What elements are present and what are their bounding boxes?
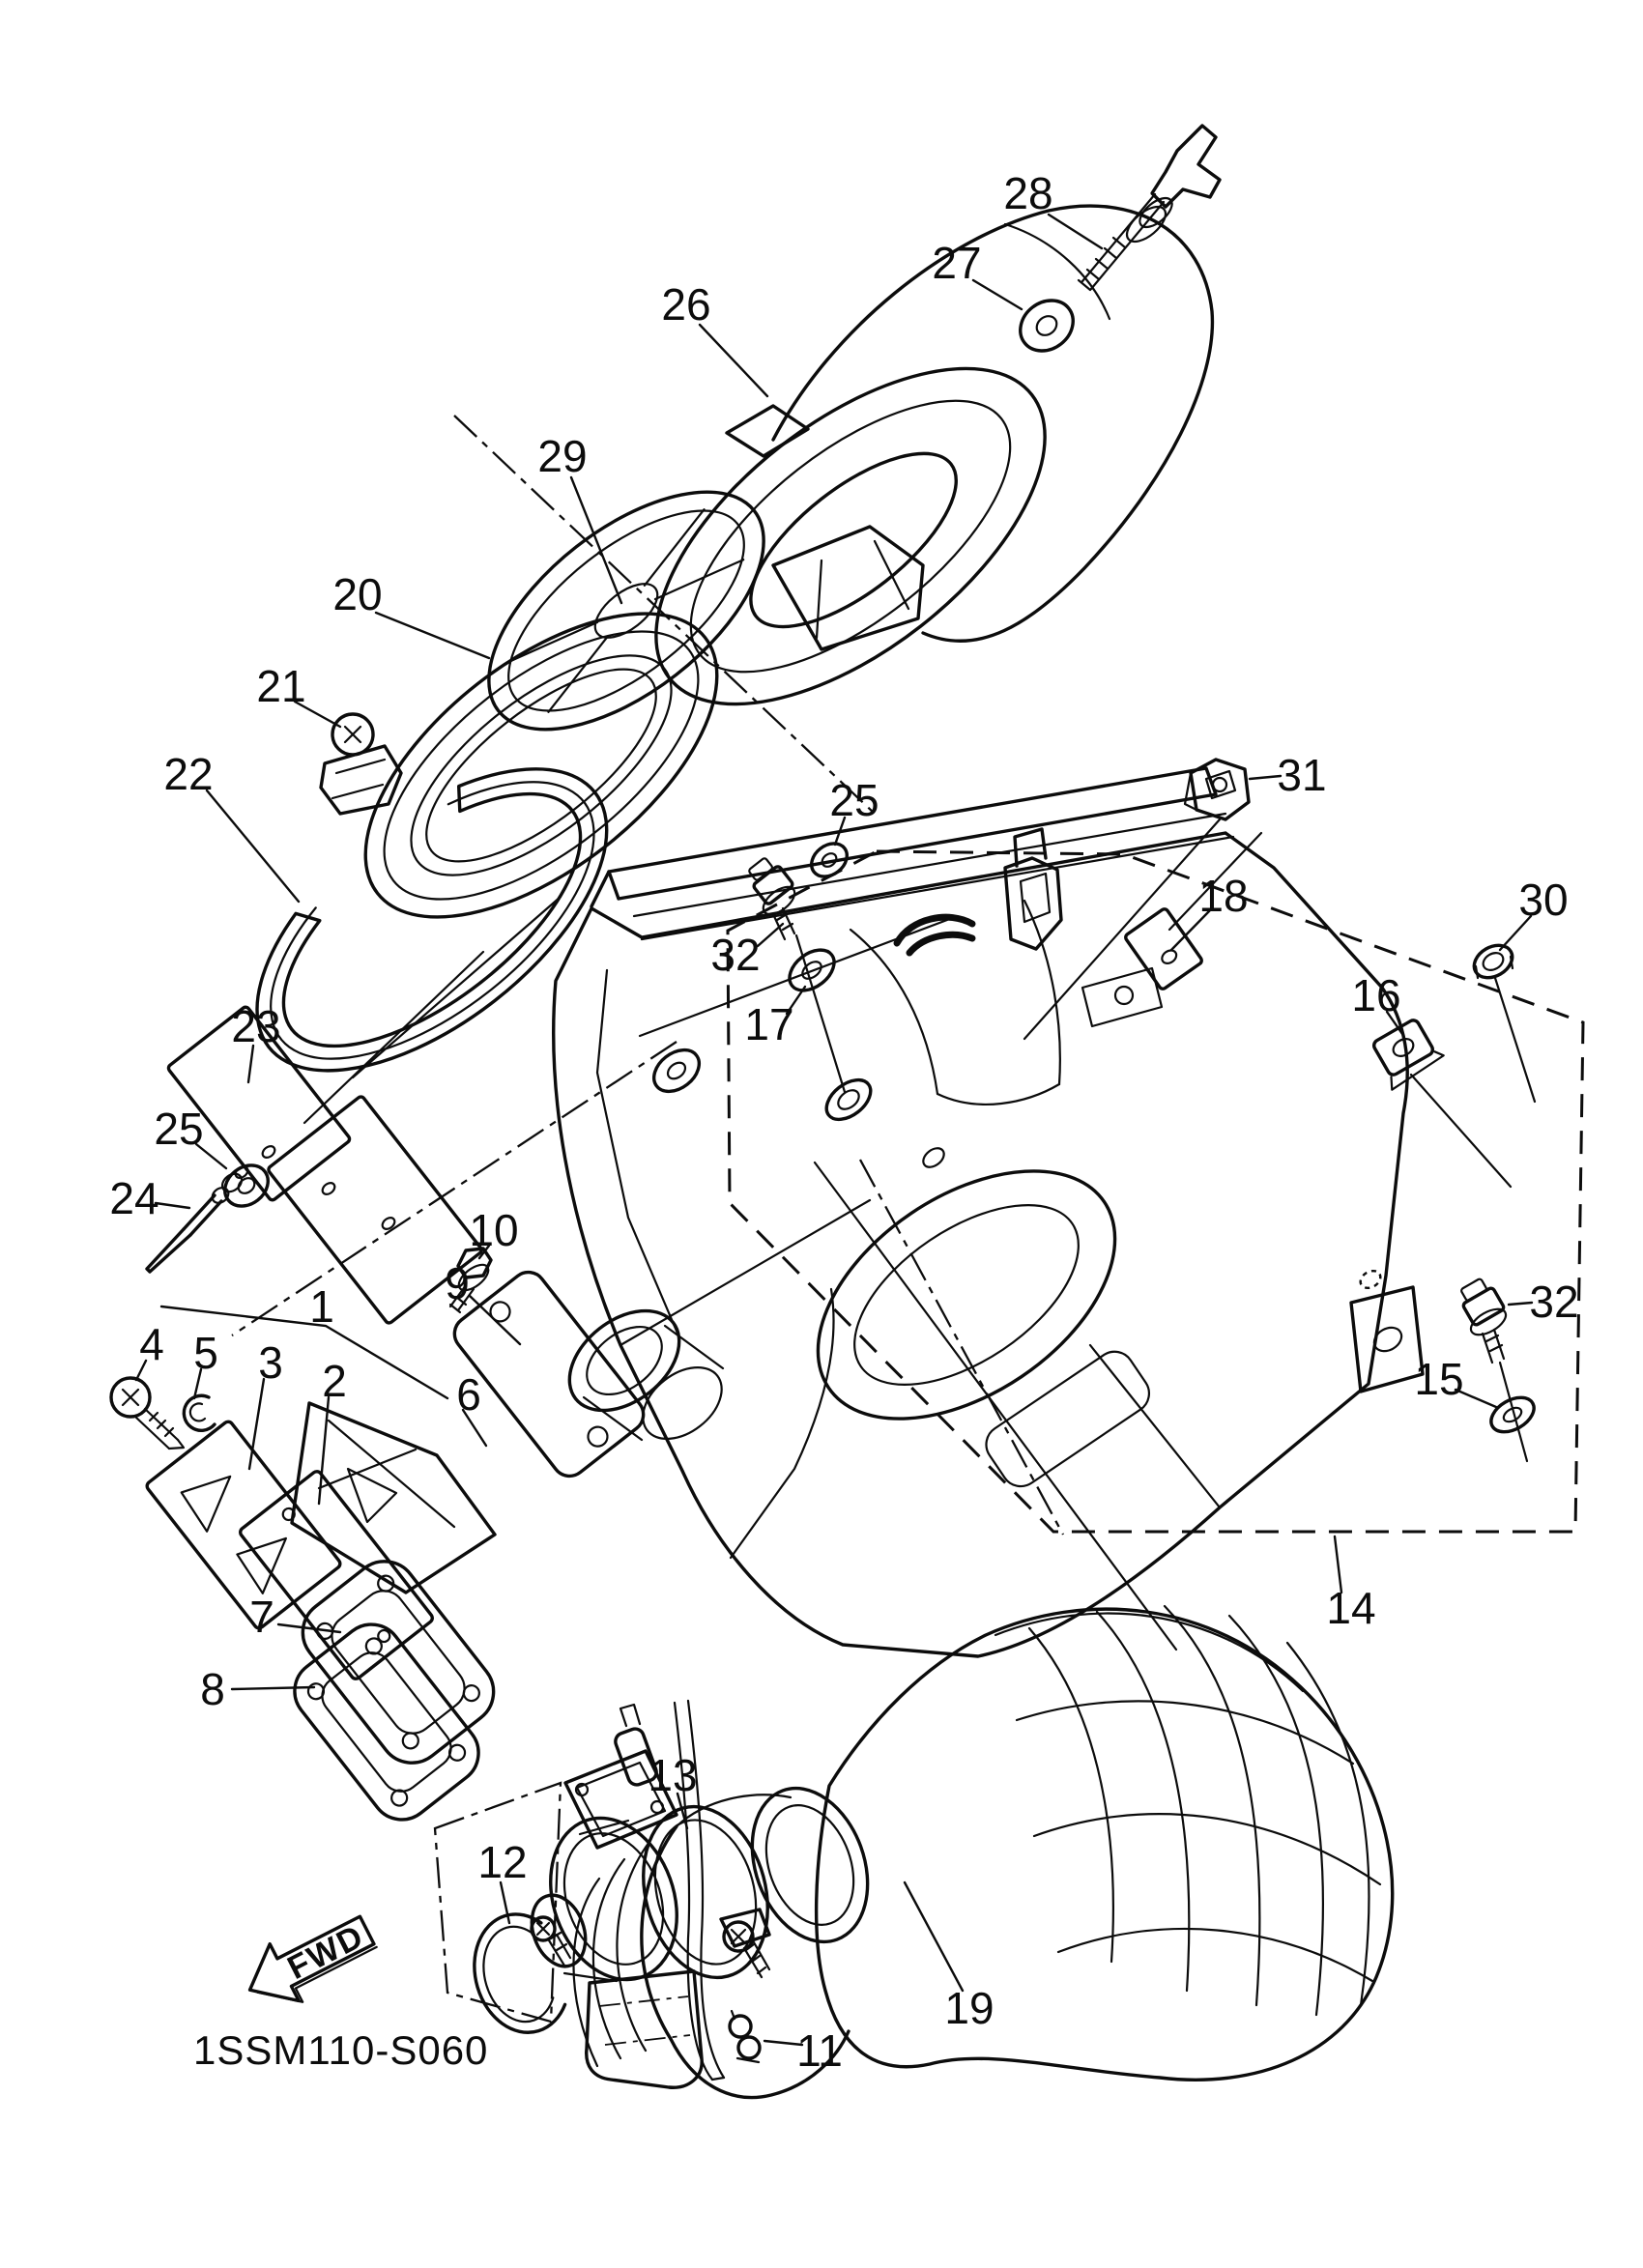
part-label-11-29 xyxy=(764,2025,843,2076)
part-number: 23 xyxy=(231,1001,281,1051)
leader-line xyxy=(1049,215,1102,248)
leader-line xyxy=(1509,1303,1532,1305)
part-number: 10 xyxy=(469,1205,519,1255)
clip-5-drawing xyxy=(184,1395,215,1430)
part-label-20-4 xyxy=(332,569,489,658)
part-label-18-9 xyxy=(1171,871,1249,950)
part-number: 11 xyxy=(796,2025,843,2076)
part-label-31-8 xyxy=(1250,750,1327,800)
part-label-29-3 xyxy=(537,431,621,603)
part-label-25-15 xyxy=(154,1104,226,1168)
part-label-32-12 xyxy=(710,924,783,980)
clip-11-drawing xyxy=(730,2011,760,2062)
part-number: 32 xyxy=(1529,1277,1579,1327)
part-number: 4 xyxy=(139,1319,164,1369)
gasket-8-drawing xyxy=(282,1612,491,1832)
part-number: 9 xyxy=(445,1258,470,1308)
stopper-plates-23-drawing xyxy=(167,1006,483,1325)
part-number: 30 xyxy=(1518,875,1569,925)
fwd-arrow-label: FWD xyxy=(281,1917,371,1988)
part-label-15-32 xyxy=(1414,1354,1496,1407)
part-label-6-24 xyxy=(456,1369,486,1446)
leader-line xyxy=(207,790,299,902)
reed-plate-3-drawing xyxy=(145,1420,342,1629)
part-label-14-31 xyxy=(1326,1536,1375,1633)
part-number: 1 xyxy=(309,1281,334,1332)
part-number: 5 xyxy=(193,1328,218,1378)
assembly-boundary-12 xyxy=(435,1783,561,2022)
part-label-21-5 xyxy=(256,661,340,727)
part-number: 2 xyxy=(322,1356,347,1406)
part-number: 22 xyxy=(163,749,214,799)
part-label-28-0 xyxy=(1003,168,1102,248)
part-label-8-26 xyxy=(200,1664,314,1714)
part-number: 18 xyxy=(1198,871,1249,921)
part-number: 26 xyxy=(661,279,711,330)
part-number: 3 xyxy=(258,1337,283,1388)
part-number: 19 xyxy=(944,1983,994,2033)
part-number: 21 xyxy=(256,661,306,711)
part-number: 13 xyxy=(648,1750,698,1800)
part-label-22-6 xyxy=(163,749,299,902)
part-number: 7 xyxy=(249,1592,274,1642)
fwd-arrow xyxy=(236,1902,384,2022)
leader-line xyxy=(232,1687,314,1689)
part-number: 14 xyxy=(1326,1583,1376,1633)
part-label-12-27 xyxy=(477,1837,527,1923)
washer-15-drawing xyxy=(1485,1391,1541,1439)
part-label-30-10 xyxy=(1500,875,1569,950)
part-label-24-16 xyxy=(109,1173,189,1223)
part-label-10-17 xyxy=(469,1205,518,1258)
leader-line xyxy=(700,325,767,396)
air-cleaner-case-drawing xyxy=(554,768,1423,1656)
leader-line xyxy=(571,477,621,603)
seal-ring-22-drawing xyxy=(215,723,658,1128)
part-number: 12 xyxy=(477,1837,528,1887)
part-number: 27 xyxy=(932,238,982,288)
part-number: 16 xyxy=(1351,970,1401,1020)
part-label-5-21 xyxy=(193,1328,218,1398)
leader-line xyxy=(758,924,783,946)
part-number: 15 xyxy=(1414,1354,1464,1404)
part-label-23-14 xyxy=(231,1001,280,1082)
leader-line xyxy=(1250,776,1281,779)
part-label-27-1 xyxy=(932,238,1022,309)
grommet-30-drawing xyxy=(1468,939,1535,1102)
part-label-4-20 xyxy=(136,1319,164,1380)
nut-16-drawing xyxy=(1367,1016,1511,1187)
part-number: 17 xyxy=(744,999,794,1049)
clamp-12-drawing xyxy=(462,1907,570,2043)
screw-4-drawing xyxy=(111,1378,184,1449)
manifold-joint-9-drawing xyxy=(447,1265,735,1482)
part-number: 31 xyxy=(1277,750,1327,800)
part-label-17-13 xyxy=(744,987,805,1049)
part-label-16-11 xyxy=(1351,970,1402,1034)
diagram-code: 1SSM110-S060 xyxy=(193,2027,489,2073)
washer-25-top-drawing xyxy=(805,837,853,883)
part-number: 24 xyxy=(109,1173,159,1223)
part-label-26-2 xyxy=(661,279,767,396)
gasket-7-drawing xyxy=(290,1548,507,1776)
leader-line xyxy=(376,613,489,658)
part-label-19-30 xyxy=(905,1882,994,2033)
screw-21-drawing xyxy=(321,714,401,814)
part-number: 8 xyxy=(200,1664,225,1714)
part-label-32-33 xyxy=(1509,1277,1579,1327)
part-number: 25 xyxy=(154,1104,204,1154)
part-number: 25 xyxy=(829,775,879,825)
part-number: 6 xyxy=(456,1369,481,1420)
part-number: 28 xyxy=(1003,168,1053,218)
leader-line xyxy=(156,1203,189,1208)
part-number: 29 xyxy=(537,431,588,481)
washer-27-drawing xyxy=(1010,290,1082,361)
part-label-25-7 xyxy=(829,775,879,845)
part-number: 32 xyxy=(710,930,761,980)
jet-needle-24-drawing xyxy=(147,1164,250,1272)
part-number: 20 xyxy=(332,569,383,619)
part-label-2-23 xyxy=(319,1356,347,1504)
part-label-3-22 xyxy=(249,1337,283,1469)
leader-line xyxy=(905,1882,963,1991)
washer-25-left-drawing xyxy=(216,1157,275,1214)
leader-line xyxy=(319,1397,329,1504)
